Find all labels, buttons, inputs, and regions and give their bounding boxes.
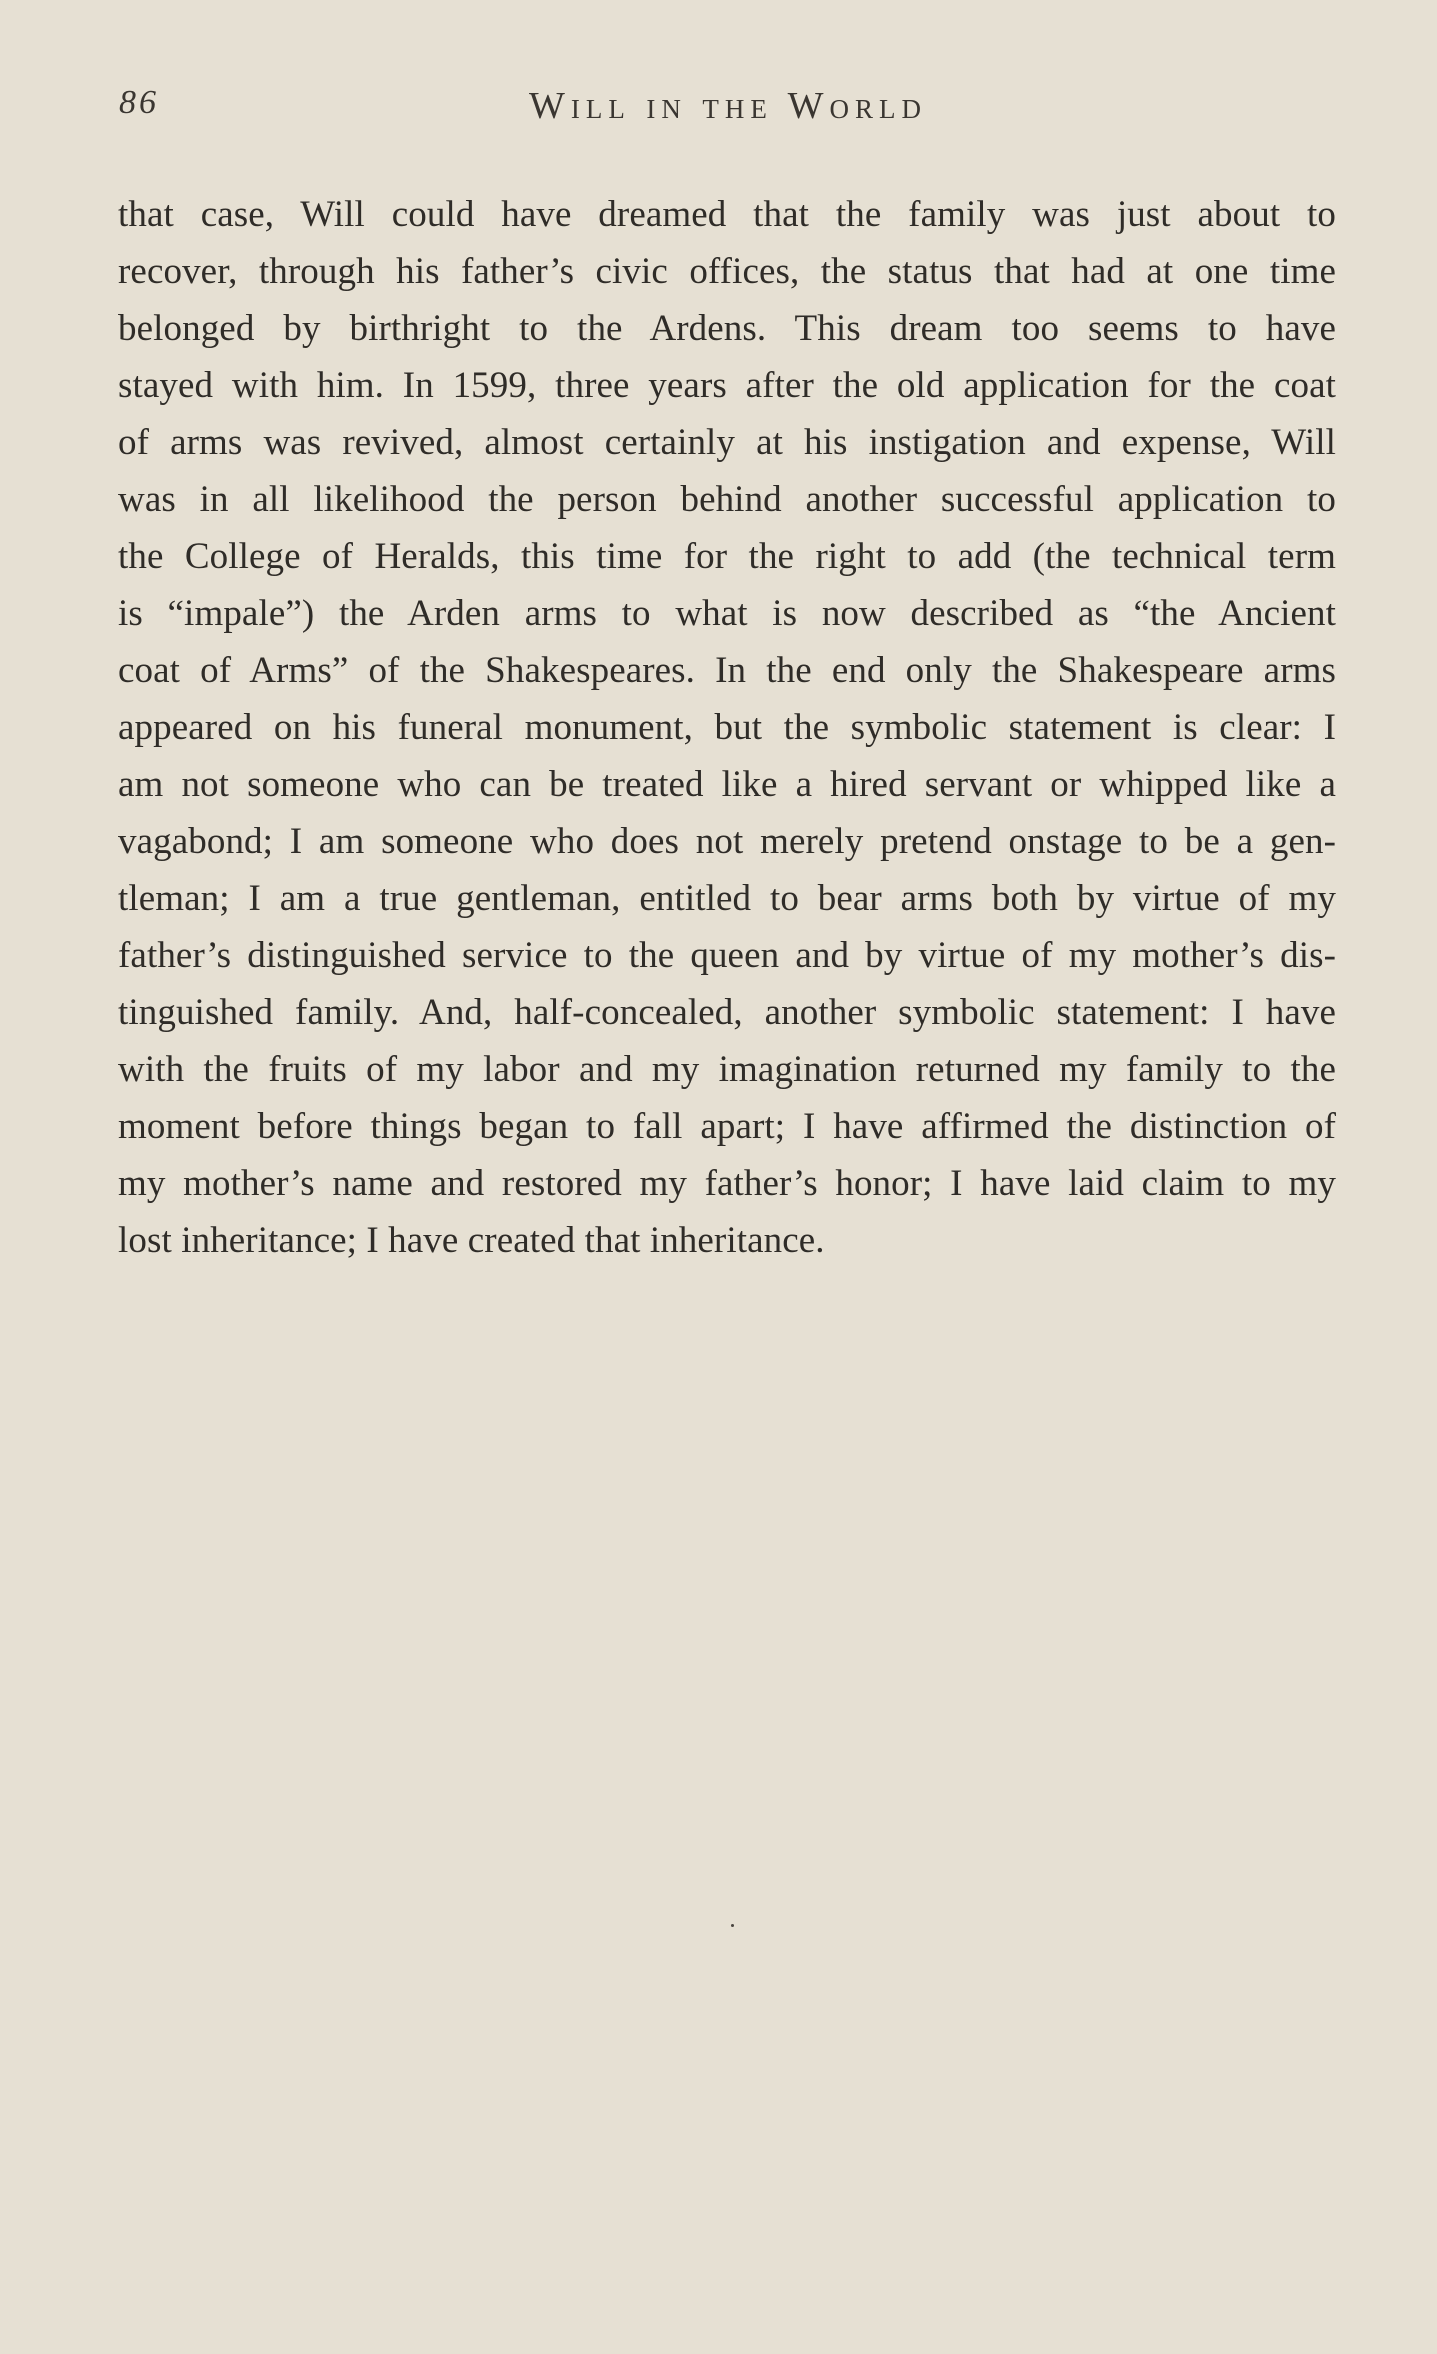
text-line: is “impale”) the Arden arms to what is now described as “the Ancient <box>118 593 1336 634</box>
text-line: recover, through his father’s civic offices, the status that had at one time <box>118 251 1336 292</box>
text-line: tinguished family. And, half-concealed, another symbolic statement: I have <box>118 992 1336 1033</box>
running-head <box>119 78 1337 128</box>
text-line: coat of Arms” of the Shakespeares. In the end only the Shakespeare arms <box>118 650 1336 691</box>
text-line: of arms was revived, almost certainly at his instigation and expense, Will <box>118 422 1336 463</box>
text-line: belonged by birthright to the Ardens. This dream too seems to have <box>118 308 1336 349</box>
text-line: was in all likelihood the person behind another successful application to <box>118 479 1336 520</box>
text-line: moment before things began to fall apart; I have affirmed the distinction of <box>118 1106 1336 1147</box>
text-line: am not someone who can be treated like a hired servant or whipped like a <box>118 764 1336 805</box>
text-line: my mother’s name and restored my father’s honor; I have laid claim to my <box>118 1163 1336 1204</box>
book-title: Will in the World <box>529 85 927 127</box>
text-line: stayed with him. In 1599, three years after the old application for the coat <box>118 365 1336 406</box>
text-line: lost inheritance; I have created that inheritance. <box>118 1220 825 1261</box>
body-paragraph <box>118 186 1336 1269</box>
text-line: vagabond; I am someone who does not merely pretend onstage to be a gen- <box>118 821 1336 862</box>
text-line: with the fruits of my labor and my imagination returned my family to the <box>118 1049 1336 1090</box>
page-number: 86 <box>119 84 159 121</box>
text-line: tleman; I am a true gentleman, entitled to bear arms both by virtue of my <box>118 878 1336 919</box>
text-line: appeared on his funeral monument, but the symbolic statement is clear: I <box>118 707 1336 748</box>
text-line: father’s distinguished service to the queen and by virtue of my mother’s dis- <box>118 935 1336 976</box>
text-line: that case, Will could have dreamed that the family was just about to <box>118 194 1336 235</box>
paper-speck <box>731 1924 734 1927</box>
text-line: the College of Heralds, this time for the right to add (the technical term <box>118 536 1336 577</box>
